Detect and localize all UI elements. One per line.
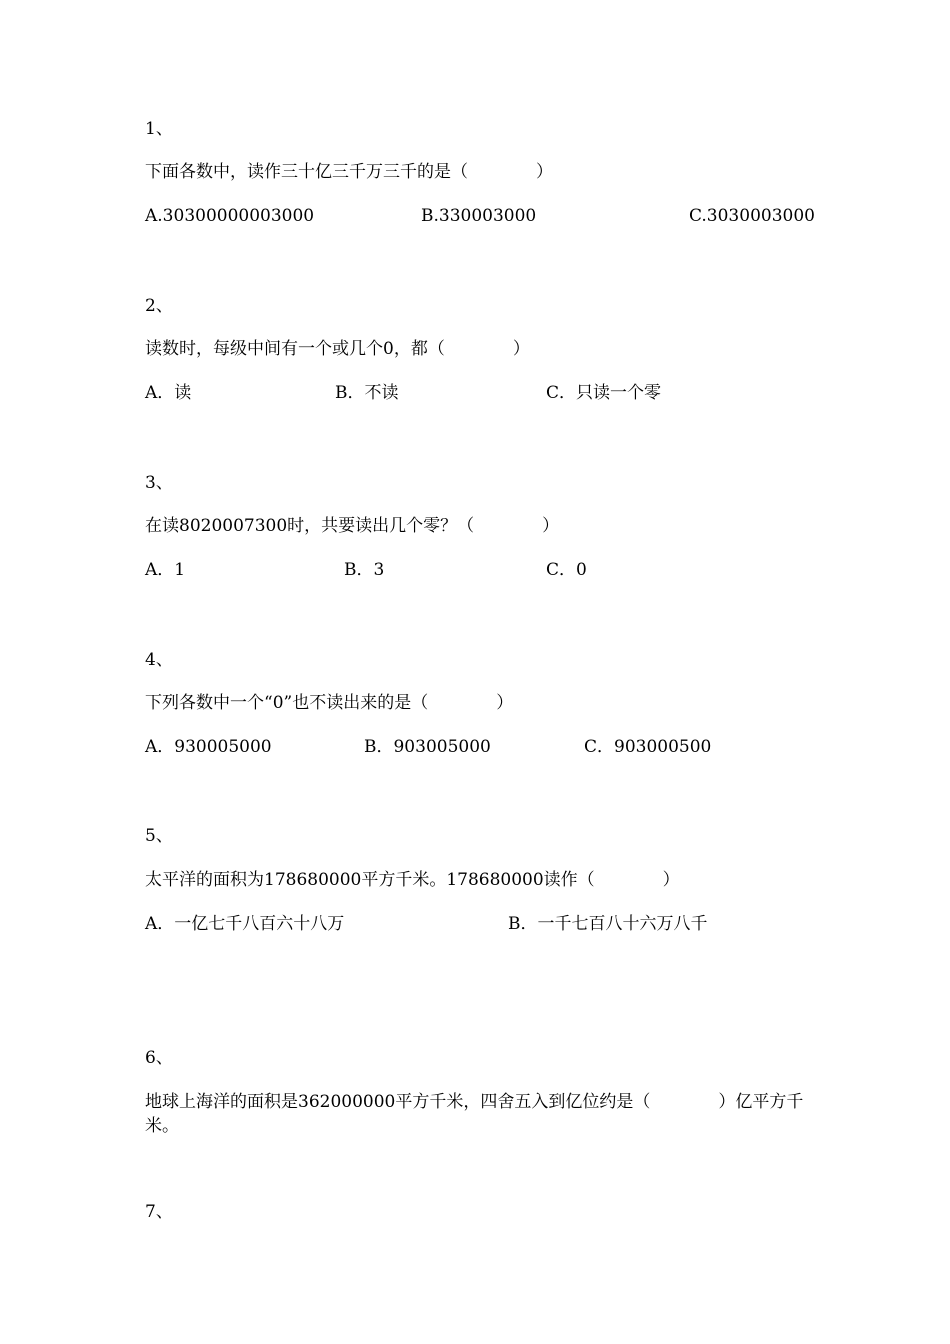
option-b: B．3	[344, 560, 385, 580]
question-stem: 下面各数中，读作三十亿三千万三千的是（ ）	[145, 162, 553, 182]
question-stem: 太平洋的面积为178680000平方千米。178680000读作（ ）	[145, 870, 680, 890]
question-stem: 下列各数中一个“0”也不读出来的是（ ）	[145, 693, 514, 713]
option-a: A．一亿七千八百六十八万	[145, 914, 345, 934]
question-number: 1、	[145, 119, 173, 139]
question-number: 5、	[145, 826, 173, 846]
option-c: C．只读一个零	[546, 383, 662, 403]
question-stem: 读数时，每级中间有一个或几个0，都（ ）	[145, 339, 530, 359]
option-a: A．读	[145, 383, 192, 403]
option-c: C．903000500	[584, 737, 712, 757]
question-number: 3、	[145, 473, 173, 493]
option-b: B.330003000	[421, 206, 537, 226]
option-b: B．903005000	[364, 737, 491, 757]
question-stem: 在读8020007300时，共要读出几个零？（ ）	[145, 516, 560, 536]
option-b: B．一千七百八十六万八千	[508, 914, 708, 934]
option-c: C.3030003000	[689, 206, 815, 226]
option-b: B．不读	[335, 383, 399, 403]
question-number: 7、	[145, 1202, 173, 1222]
option-c: C．0	[546, 560, 587, 580]
option-a: A．930005000	[145, 737, 272, 757]
option-a: A.30300000003000	[145, 206, 315, 226]
question-number: 4、	[145, 650, 173, 670]
option-a: A．1	[145, 560, 186, 580]
question-stem: 地球上海洋的面积是362000000平方千米，四舍五入到亿位约是（ ）亿平方千米。	[145, 1092, 804, 1136]
question-number: 2、	[145, 296, 173, 316]
question-number: 6、	[145, 1048, 173, 1068]
